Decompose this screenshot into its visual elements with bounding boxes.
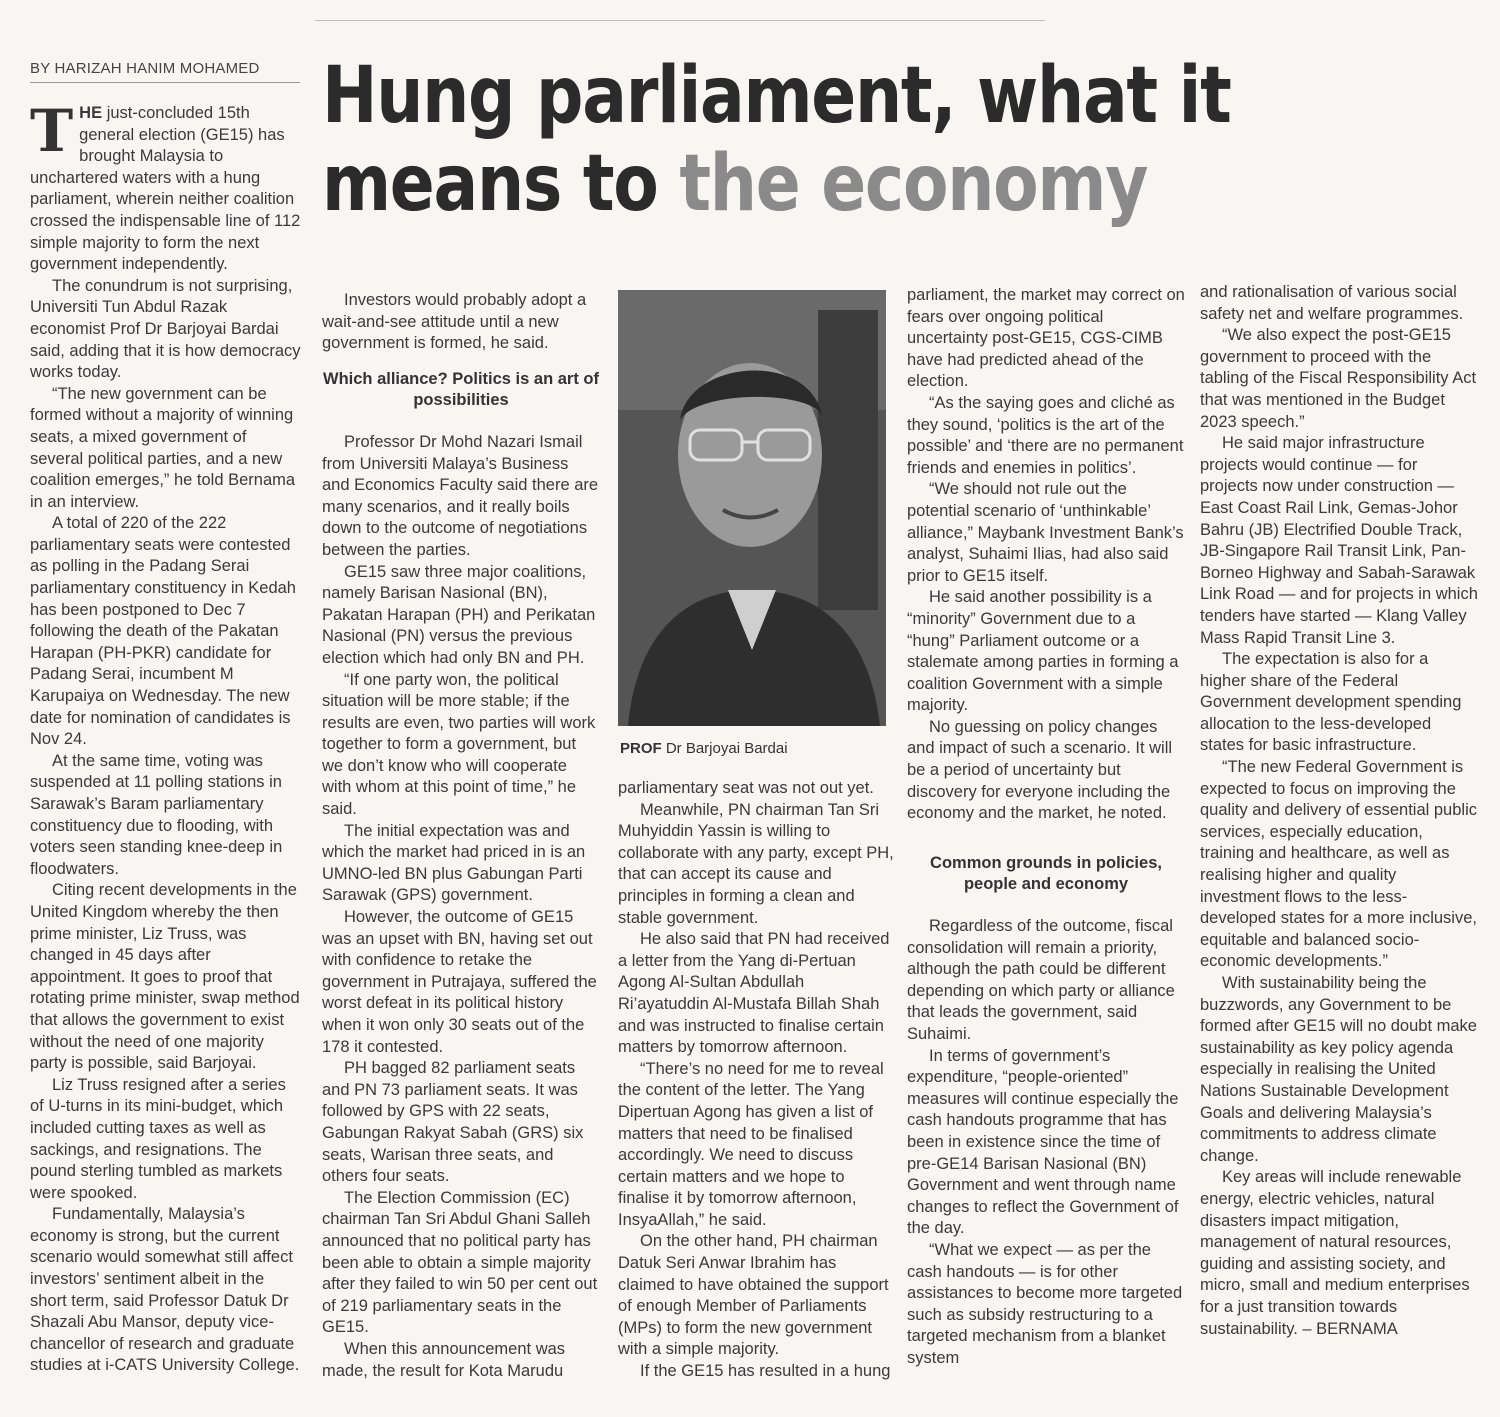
paragraph: The conundrum is not surprising, Universiti Tun Abdul Razak economist Prof Dr Barjoyai Bardai said, adding that it is how democracy works today.: [30, 276, 301, 382]
paragraph: He said major infrastructure projects would continue — for projects now under construction — East Coast Rail Link, Gemas-Johor Bahru (JB) Electrified Double Track, JB-Singapore Rail Transit Link, Pan-Borneo Highway and Sabah-Sarawak Link Road — and for projects in which tenders have started — Klang Valley Mass Rapid Transit Line 3.: [1200, 434, 1478, 647]
subheading: Common grounds in policies, people and economy: [930, 853, 1162, 894]
paragraph: Regardless of the outcome, fiscal consolidation will remain a priority, although the path could be different depending on which party or alliance that leads the government, said Suhaimi.: [907, 917, 1175, 1043]
paragraph: Investors would probably adopt a wait-and-see attitude until a new government is formed, he said.: [322, 291, 587, 353]
headline-dark-part: means to: [322, 139, 658, 229]
paragraph: “As the saying goes and cliché as they sound, ‘politics is the art of the possible’ and ‘there are no permanent friends and enemies in politics’.: [907, 393, 1184, 477]
paragraph: When this announcement was made, the result for Kota Marudu: [322, 1339, 566, 1380]
paragraph: On the other hand, PH chairman Datuk Seri Anwar Ibrahim has claimed to have obtained the support of enough Member of Parliaments (MPs) to form the new government with a simple majority.: [618, 1232, 889, 1359]
paragraph: Fundamentally, Malaysia’s economy is strong, but the current scenario would somewhat still affect investors’ sentiment albeit in the short term, said Professor Datuk Dr Shazali Abu Mansor, deputy vice-chancellor of research and graduate studies at i-CATS University College.: [30, 1205, 300, 1375]
paragraph: “We should not rule out the potential scenario of ‘unthinkable’ alliance,” Maybank Investment Bank’s analyst, Suhaimi Ilias, had also said prior to GE15 itself.: [907, 480, 1184, 585]
paragraph: parliament, the market may correct on fears over ongoing political uncertainty post-GE15, CGS-CIMB have had predicted ahead of the election.: [907, 286, 1185, 391]
headline-line-1: Hung parliament, what it: [322, 51, 1231, 141]
paragraph: and rationalisation of various social safety net and welfare programmes.: [1200, 283, 1464, 323]
paragraph: With sustainability being the buzzwords, any Government to be formed after GE15 will no doubt make sustainability as key policy agenda especially in realising the United Nations Sustainable Development Goals and delivering Malaysia’s commitments to address climate change.: [1200, 974, 1477, 1165]
paragraph: Meanwhile, PN chairman Tan Sri Muhyiddin Yassin is willing to collaborate with any party, except PH, that can accept its cause and principles in forming a clean and stable government.: [618, 800, 894, 927]
lead-text: just-concluded 15th general election (GE15) has brought Malaysia to unchartered waters with a hung parliament, wherein neither coalition crossed the indispensable line of 112 simple majority to form the next government independently.: [30, 104, 301, 274]
paragraph: “The new Federal Government is expected to focus on improving the quality and delivery of essential public services, especially education, training and healthcare, as well as realising higher and quality investment flows to the less-developed states for a more inclusive, equitable and balanced socio-economic developments.”: [1200, 758, 1477, 971]
paragraph: However, the outcome of GE15 was an upset with BN, having set out with confidence to retake the government in Putrajaya, suffered the worst defeat in its political history when it won only 30 seats out of the 178 it contested.: [322, 908, 597, 1056]
paragraph: If the GE15 has resulted in a hung: [640, 1362, 891, 1381]
paragraph: The expectation is also for a higher share of the Federal Government development spending allocation to the less-developed states for basic infrastructure.: [1200, 650, 1462, 755]
paragraph: He also said that PN had received a letter from the Yang di-Pertuan Agong Al-Sultan Abdullah Ri’ayatuddin Al-Mustafa Billah Shah and was instructed to finalise certain matters by tomorrow afternoon.: [618, 930, 890, 1057]
paragraph: GE15 saw three major coalitions, namely Barisan Nasional (BN), Pakatan Harapan (PH) and Perikatan Nasional (PN) versus the previous election which had only BN and PH.: [322, 562, 596, 667]
photo-caption: [620, 740, 788, 757]
headline-line-2: [322, 140, 1300, 228]
portrait-photo: [618, 290, 886, 726]
article-column-5: [1200, 282, 1478, 1340]
byline: BY HARIZAH HANIM MOHAMED: [30, 60, 300, 83]
portrait-illustration: [618, 290, 886, 726]
paragraph: Professor Dr Mohd Nazari Ismail from Universiti Malaya’s Business and Economics Faculty said there are many scenarios, and it really boils down to the outcome of negotiations between the parties.: [322, 432, 599, 559]
paragraph: No guessing on policy changes and impact of such a scenario. It will be a period of uncertainty but discovery for everyone including the economy and the market, he noted.: [907, 717, 1173, 823]
paragraph: PH bagged 82 parliament seats and PN 73 parliament seats. It was followed by GPS with 22 seats, Gabungan Rakyat Sabah (GRS) six seats, Warisan three seats, and others four seats.: [322, 1059, 584, 1186]
article-column-4: [907, 285, 1185, 1370]
paragraph: The Election Commission (EC) chairman Tan Sri Abdul Ghani Salleh announced that no political party has been able to obtain a simple majority after they failed to win 50 per cent out of 219 parliamentary seats in the GE15.: [322, 1188, 598, 1337]
lead-paragraph: [30, 97, 302, 276]
paragraph: “We also expect the post-GE15 government to proceed with the tabling of the Fiscal Responsibility Act that was mentioned in the Budget 2023 speech.”: [1200, 326, 1477, 431]
article-column-3: [618, 778, 896, 1383]
paragraph: A total of 220 of the 222 parliamentary seats were contested as polling in the Padang Serai parliamentary constituency in Kedah has been postponed to Dec 7 following the death of the Pakatan Harapan (PH-PKR) candidate for Padang Serai, incumbent M Karupaiya on Wednesday. The new date for nomination of candidates is Nov 24.: [30, 514, 296, 749]
top-rule: [315, 20, 1045, 21]
paragraph: At the same time, voting was suspended at 11 polling stations in Sarawak’s Baram parliamentary constituency due to flooding, with voters seen standing knee-deep in floodwaters.: [30, 751, 283, 878]
paragraph: Liz Truss resigned after a series of U-turns in its mini-budget, which included cutting taxes as well as sackings, and resignations. The pound sterling tumbled as markets were spooked.: [30, 1075, 286, 1202]
paragraph: “The new government can be formed without a majority of winning seats, a mixed government of several political parties, and a new coalition emerges,” he told Bernama in an interview.: [30, 384, 296, 511]
paragraph: “There’s no need for me to reveal the content of the letter. The Yang Dipertuan Agong has given a list of matters that need to be finalised accordingly. We need to discuss certain matters and we hope to finalise it by tomorrow afternoon, InsyaAllah,” he said.: [618, 1059, 884, 1229]
headline-grey-part: the economy: [679, 139, 1148, 229]
headline: [322, 52, 1300, 228]
paragraph: “If one party won, the political situation will be more stable; if the results are even, two parties will work together to form a government, but we don’t know who will cooperate with whom at this point of time,” he said.: [322, 670, 596, 819]
caption-bold: PROF: [620, 740, 662, 757]
paragraph: In terms of government’s expenditure, “people-oriented” measures will continue especially the cash handouts programme that has been in existence since the time of pre-GE14 Barisan Nasional (BN) Government and went through name changes to reflect the Government of the day.: [907, 1046, 1179, 1238]
paragraph: The initial expectation was and which the market had priced in is an UMNO-led BN plus Gabungan Parti Sarawak (GPS) government.: [322, 821, 586, 905]
drop-cap: T: [30, 97, 74, 165]
caption-text: Dr Barjoyai Bardai: [665, 740, 788, 757]
lead-bold-text: HE: [79, 104, 103, 122]
paragraph: parliamentary seat was not out yet.: [618, 779, 874, 797]
subheading: Which alliance? Politics is an art of possibilities: [323, 369, 599, 410]
paragraph: Key areas will include renewable energy, electric vehicles, natural disasters impact mitigation, management of natural resources, guiding and assisting society, and micro, small and medium enterprises for a just transition towards sustainability. – BERNAMA: [1200, 1168, 1470, 1338]
paragraph: “What we expect — as per the cash handouts — is for other assistances to become more targeted such as subsidy restructuring to a targeted mechanism from a blanket system: [907, 1240, 1183, 1367]
article-column-1: [30, 97, 302, 1377]
paragraph: He said another possibility is a “minority” Government due to a “hung” Parliament outcome or a stalemate among parties in forming a coalition Government with a simple majority.: [907, 588, 1179, 715]
paragraph: Citing recent developments in the United Kingdom whereby the then prime minister, Liz Truss, was changed in 45 days after appointment. It goes to proof that rotating prime minister, swap method that allows the government to exist without the need of one majority party is possible, said Barjoyai.: [30, 881, 300, 1073]
article-column-2: [322, 290, 600, 1382]
